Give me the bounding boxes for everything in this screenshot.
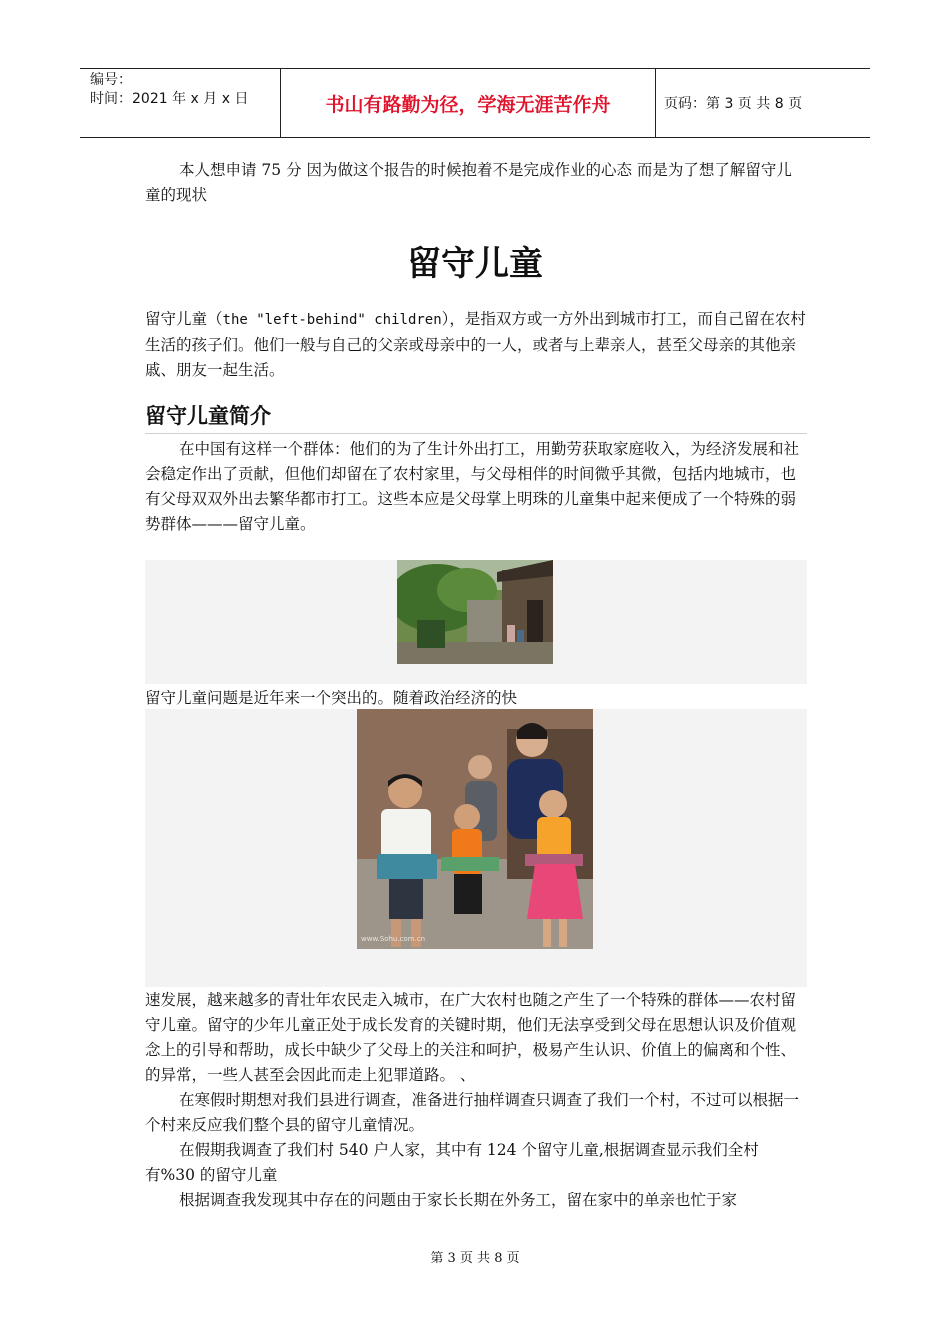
definition-text-end: ），是指双方或一方外出到城市打工，而自己留在农村生活的孩子们。他们一般与自己的父亲或母亲中的一人，或者与上辈亲人，甚至父母亲的其他亲戚、朋友一起生活。 xyxy=(145,310,806,379)
page-title: 留守儿童 xyxy=(407,244,543,284)
section-divider xyxy=(145,433,807,434)
intro-paragraph: 本人想申请 75 分 因为做这个报告的时候抱着不是完成作业的心态 而是为了想了解留守儿童的现状 xyxy=(145,161,792,204)
motto: 书山有路勤为径，学海无涯苦作舟 xyxy=(281,69,656,137)
header-meta-cell xyxy=(80,69,281,137)
survey-result-paragraph: 在假期我调查了我们村 540 户人家，其中有 124 个留守儿童,根据调查显示我们全村有%30 的留守儿童 xyxy=(145,1141,759,1184)
date-label: 时间：2021 年 x 月 x 日 xyxy=(90,91,249,107)
problem-paragraph-continued: 速发展，越来越多的青壮年农民走入城市，在广大农村也随之产生了一个特殊的群体——农村留守儿童。留守的少年儿童正处于成长发育的关键时期，他们无法享受到父母在思想认识及价值观念上的引导和帮助，成长中缺少了父母上的关注和呵护，极易产生认识、价值上的偏离和个性、的异常，一些人甚至会因此而走上犯罪道路。 、 xyxy=(145,991,797,1084)
problem-paragraph-start: 留守儿童问题是近年来一个突出的。随着政治经济的快 xyxy=(145,689,518,707)
survey-intro-paragraph: 在寒假时期想对我们县进行调查，准备进行抽样调查只调查了我们一个村，不过可以根据一个村来反应我们整个县的留守儿童情况。 xyxy=(145,1091,800,1134)
intro-body-paragraph: 在中国有这样一个群体：他们的为了生计外出打工，用勤劳获取家庭收入，为经济发展和社会稳定作出了贡献，但他们却留在了农村家里，与父母相伴的时间微乎其微，包括内地城市，也有父母双双外出去繁华都市打工。这些本应是父母掌上明珠的儿童集中起来便成了一个特殊的弱势群体———留守儿童。 xyxy=(145,440,800,533)
definition-paragraph xyxy=(145,307,807,383)
photo-frame-1 xyxy=(145,560,807,684)
children-photo xyxy=(357,709,593,949)
section-heading: 留守儿童简介 xyxy=(145,404,271,428)
photo-frame-2 xyxy=(145,709,807,987)
page-footer: 第 3 页 共 8 页 xyxy=(430,1251,520,1266)
definition-text-start: 留守儿童（ xyxy=(145,310,223,328)
definition-english: the "left-behind" children xyxy=(222,312,442,328)
number-label: 编号： xyxy=(90,72,132,88)
village-photo xyxy=(397,560,553,664)
findings-paragraph: 根据调查我发现其中存在的问题由于家长长期在外务工，留在家中的单亲也忙于家 xyxy=(179,1191,738,1209)
header-table xyxy=(80,68,870,138)
photo-watermark: www.Sohu.com.cn xyxy=(361,935,426,943)
page-label: 页码：第 3 页 共 8 页 xyxy=(664,96,803,112)
